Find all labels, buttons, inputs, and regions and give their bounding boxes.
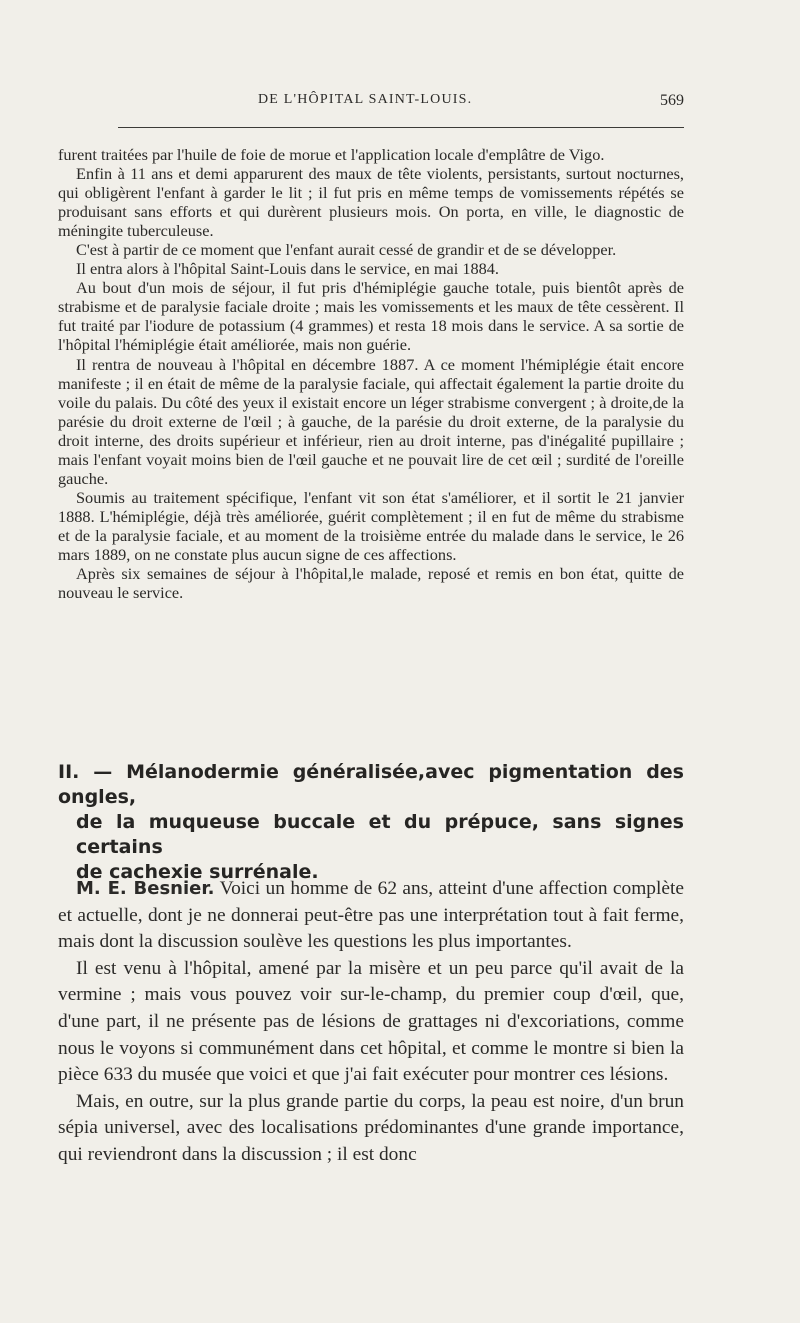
speaker-name: M. E. Besnier. — [76, 878, 215, 899]
case-paragraph: Il rentra de nouveau à l'hôpital en décembre 1887. A ce moment l'hémiplégie était encore manifeste ; il en était de même de la paralysie faciale, qui affectait également la partie droite du voile du palais. Du côté des yeux il existait encore un léger strabisme convergent ; à droite,de la parésie du droit externe de l'œil ; à gauche, de la parésie du droit externe, de la paralysie du droit interne, des droits supérieur et inférieur, rien au droit interne, pas d'inégalité pupillaire ; mais l'enfant voyait moins bien de l'œil gauche et ne pouvait lire de cet œil ; surdité de l'oreille gauche. — [58, 354, 684, 488]
discussion-paragraph: Mais, en outre, sur la plus grande partie du corps, la peau est noire, d'un brun sépia universel, avec des localisations prédominantes d'une grande importance, qui reviendront dans la discussion ; il est donc — [58, 1090, 684, 1165]
running-title: DE L'HÔPITAL SAINT-LOUIS. — [258, 92, 473, 107]
section-heading-line: de la muqueuse buccale et du prépuce, sans signes certains — [76, 811, 684, 858]
section-heading — [58, 760, 684, 885]
discussion-paragraph — [58, 876, 684, 956]
header-rule — [118, 127, 684, 128]
case-paragraph: Au bout d'un mois de séjour, il fut pris d'hémiplégie gauche totale, puis bientôt après de strabisme et de paralysie faciale droite ; mais les vomissements et les maux de tête cessèrent. Il fut traité par l'iodure de potassium (4 grammes) et resta 18 mois dans le service. A sa sortie de l'hôpital l'hémiplégie était améliorée, mais non guérie. — [58, 278, 684, 355]
case-paragraph: Soumis au traitement spécifique, l'enfant vit son état s'améliorer, et il sortit le 21 janvier 1888. L'hémiplégie, déjà très améliorée, guérit complètement ; il en fut de même du strabisme et de la paralysie faciale, et au moment de la troisième entrée du malade dans le service, le 26 mars 1889, on ne constate plus aucun signe de ces affections. — [58, 487, 684, 564]
case-paragraph: furent traitées par l'huile de foie de morue et l'application locale d'emplâtre de Vigo. — [58, 145, 605, 164]
case-paragraph: C'est à partir de ce moment que l'enfant aurait cessé de grandir et de se développer. — [76, 240, 617, 260]
running-head — [58, 92, 684, 114]
discussion-text — [58, 876, 684, 1169]
case-paragraph: Après six semaines de séjour à l'hôpital,le malade, reposé et remis en bon état, quitte de nouveau le service. — [58, 564, 684, 603]
case-history-text — [58, 145, 684, 602]
section-heading-line: de cachexie surrénale. — [76, 861, 319, 883]
section-heading-line: II. — Mélanodermie généralisée,avec pigmentation des ongles, — [58, 761, 684, 808]
discussion-first-text: Voici un homme de 62 ans, atteint d'une affection complète et actuelle, dont je ne donnerai peut-être pas une interprétation tout à fait ferme, mais dont la discussion soulève les questions les plus importantes. — [58, 878, 684, 953]
case-paragraph: Il entra alors à l'hôpital Saint-Louis dans le service, en mai 1884. — [76, 259, 499, 279]
case-paragraph: Enfin à 11 ans et demi apparurent des maux de tête violents, persistants, surtout nocturnes, qui obligèrent l'enfant à garder le lit ; il fut pris en même temps de vomissements répétés se produisant sans efforts et qui durèrent plusieurs mois. On porta, en ville, le diagnostic de méningite tuberculeuse. — [58, 164, 684, 241]
page-number: 569 — [660, 92, 684, 109]
discussion-paragraph: Il est venu à l'hôpital, amené par la misère et un peu parce qu'il avait de la vermine ; mais vous pouvez voir sur-le-champ, du premier coup d'œil, que, d'une part, il ne présente pas de lésions de grattages ni d'excoriations, comme nous le voyons si communément dans cet hôpital, et comme le montre si bien la pièce 633 du musée que voici et que j'ai fait exécuter pour montrer ces lésions. — [58, 957, 684, 1086]
